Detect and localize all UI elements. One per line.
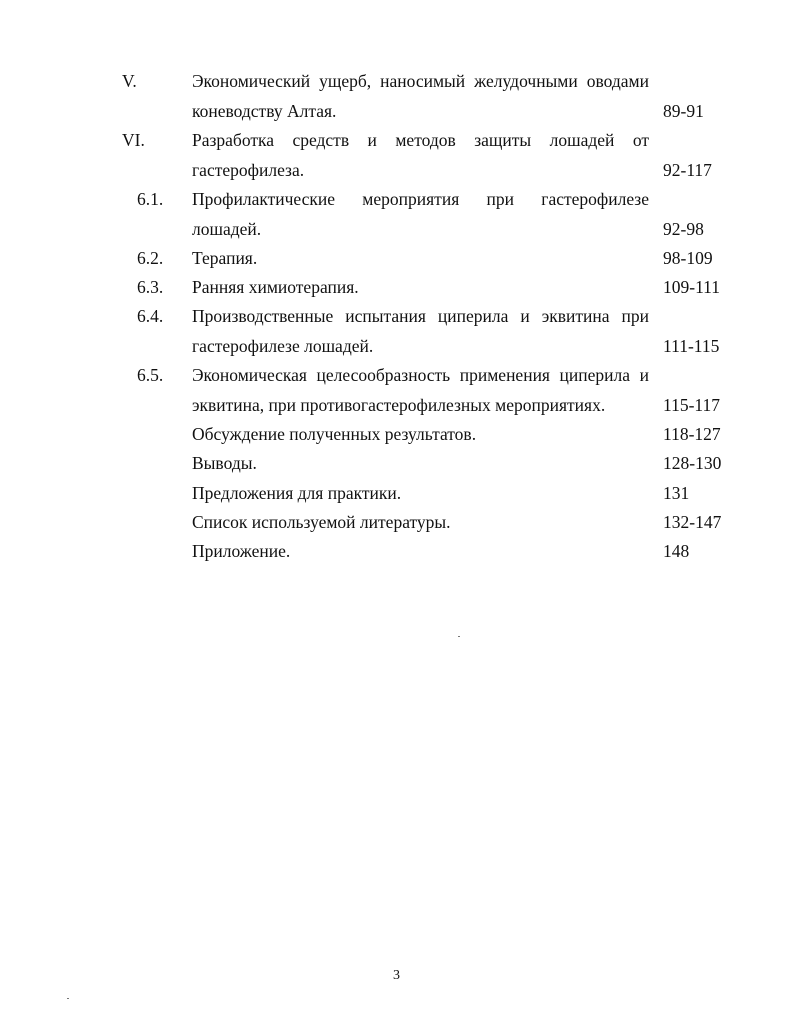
- scan-speck: [458, 636, 460, 637]
- toc-entry-title-line: Обсуждение полученных результатов.: [192, 424, 477, 444]
- toc-entry-pages: 92-98: [663, 218, 704, 239]
- toc-entry-title: [192, 420, 649, 450]
- toc-entry-pages: 148: [663, 541, 690, 561]
- toc-entry-title: [192, 361, 649, 420]
- toc-entry-number: 6.4.: [137, 306, 164, 326]
- toc-entry-title-line: гастерофилеза.: [192, 159, 305, 180]
- toc-entry-title-line: эквитина, при противогастерофилезных мероприятиях.: [192, 394, 606, 415]
- scan-speck: [67, 998, 69, 999]
- toc-entry-number: 6.3.: [137, 277, 164, 297]
- toc-entry-pages: 118-127: [663, 424, 721, 444]
- toc-entry-title-line: коневодству Алтая.: [192, 100, 337, 121]
- toc-entry-number: 6.1.: [137, 189, 164, 209]
- toc-entry-pages: 115-117: [663, 394, 721, 415]
- toc-entry-title-line: Ранняя химиотерапия.: [192, 277, 359, 297]
- toc-entry-pages: 109-111: [663, 277, 721, 297]
- toc-entry-title-line: Экономический ущерб, наносимый желудочными оводами: [192, 71, 649, 91]
- toc-entry-number: VI.: [122, 130, 145, 150]
- toc-entry-title-line: Производственные испытания циперила и эквитина при: [192, 306, 649, 326]
- toc-entry-title-line: Приложение.: [192, 541, 291, 561]
- toc-entry-title-line: Выводы.: [192, 453, 257, 473]
- toc-entry-pages: 128-130: [663, 453, 722, 473]
- toc-entry-pages: 92-117: [663, 159, 712, 180]
- toc-entry-title-line: Профилактические мероприятия при гастерофилезе: [192, 189, 649, 209]
- toc-entry-title-line: гастерофилезе лошадей.: [192, 335, 374, 356]
- toc-entry-title-line: Разработка средств и методов защиты лошадей от: [192, 130, 649, 150]
- toc-entry-pages: 131: [663, 483, 690, 503]
- toc-entry-pages: 132-147: [663, 512, 722, 532]
- toc-entry-title: [192, 67, 649, 126]
- toc-entry-title: [192, 126, 649, 185]
- toc-entry-pages: 98-109: [663, 248, 713, 268]
- page-number: 3: [393, 968, 400, 983]
- toc-entry-number: 6.5.: [137, 365, 164, 385]
- toc-entry-title-line: лошадей.: [192, 218, 262, 239]
- toc-entry-title: [192, 302, 649, 361]
- toc-entry-title: [192, 479, 649, 509]
- toc-entry-title-line: Терапия.: [192, 248, 258, 268]
- toc-entry-number: 6.2.: [137, 248, 164, 268]
- toc-entry-title: [192, 244, 649, 274]
- toc-entry-title-line: Список используемой литературы.: [192, 512, 451, 532]
- toc-entry-title: [192, 273, 649, 303]
- toc-entry-title: [192, 508, 649, 538]
- toc-entry-title: [192, 537, 649, 567]
- toc-entry-title-line: Предложения для практики.: [192, 483, 402, 503]
- toc-entry-title: [192, 449, 649, 479]
- toc-entry-pages: 111-115: [663, 335, 720, 356]
- toc-entry-title-line: Экономическая целесообразность применения циперила и: [192, 365, 649, 385]
- toc-entry-number: V.: [122, 71, 137, 91]
- toc-entry-title: [192, 185, 649, 244]
- toc-entry-pages: 89-91: [663, 100, 704, 121]
